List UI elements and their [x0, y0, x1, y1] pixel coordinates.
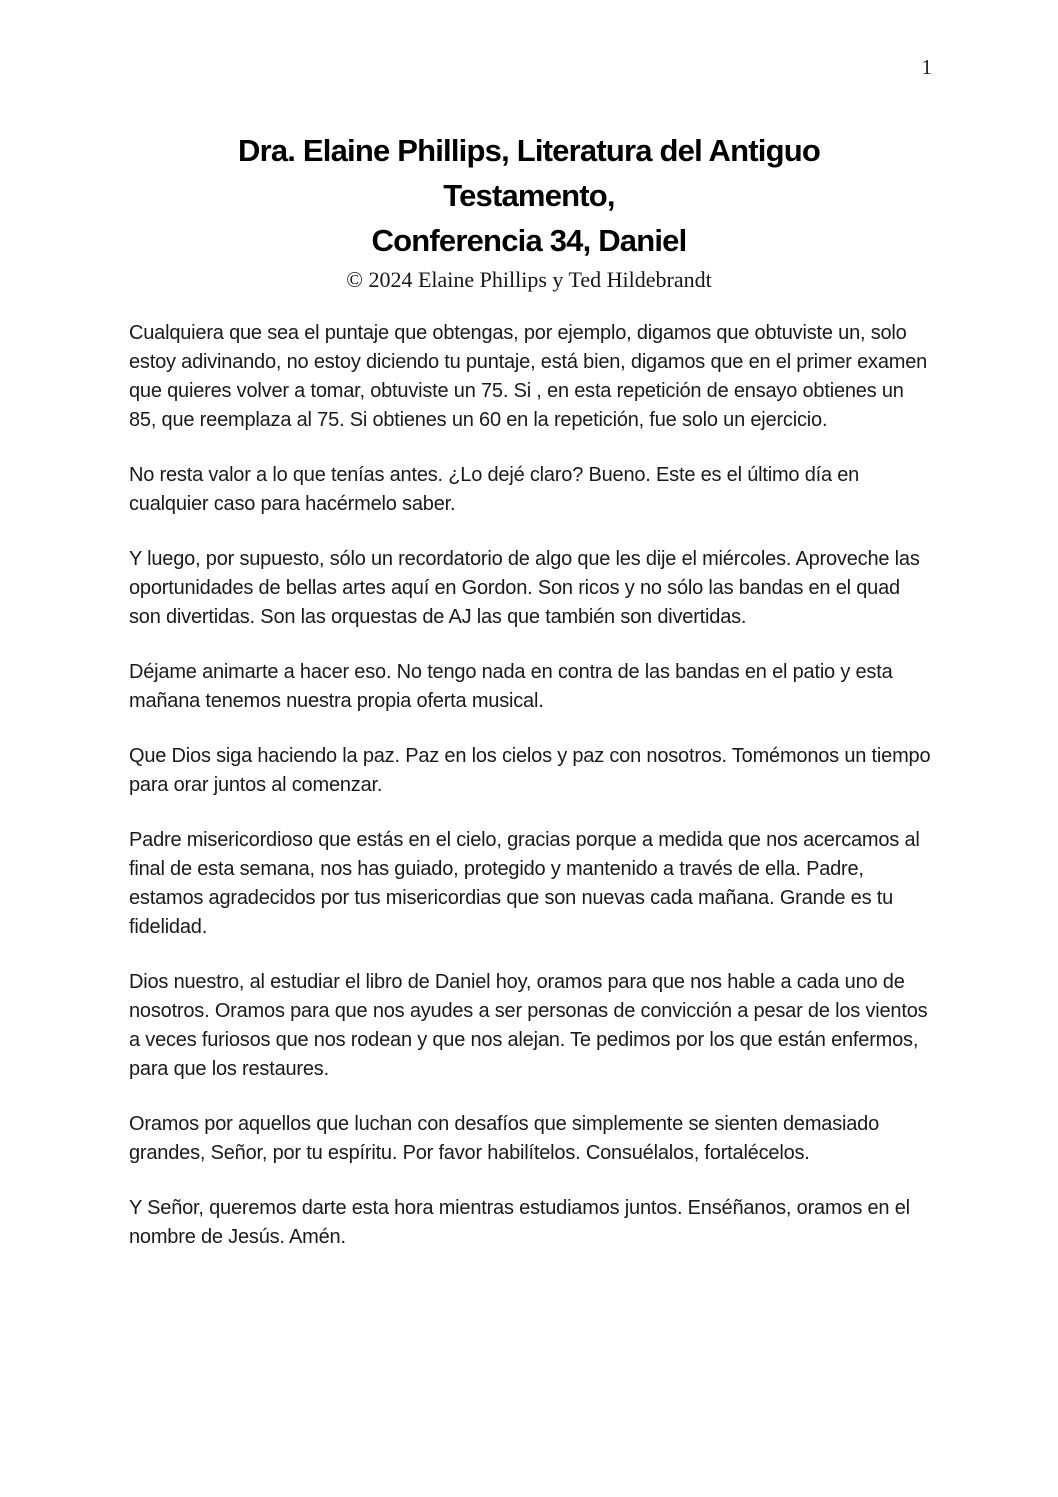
- paragraph: Cualquiera que sea el puntaje que obtengas, por ejemplo, digamos que obtuviste un, solo estoy adivinando, no estoy diciendo tu puntaje, está bien, digamos que en el primer examen que quieres volver a tomar, obtuviste un 75. Si , en esta repetición de ensayo obtienes un 85, que reemplaza al 75. Si obtienes un 60 en la repetición, fue solo un ejercicio.: [129, 322, 928, 431]
- paragraph: Dios nuestro, al estudiar el libro de Daniel hoy, oramos para que nos hable a cada uno de nosotros. Oramos para que nos ayudes a ser personas de convicción a pesar de los vientos a veces furiosos que nos rodean y que nos alejan. Te pedimos por los que están enfermos, para que los restaures.: [129, 971, 928, 1080]
- paragraph: No resta valor a lo que tenías antes. ¿Lo dejé claro? Bueno. Este es el último día en cualquier caso para hacérmelo saber.: [129, 464, 860, 515]
- paragraph: Y Señor, queremos darte esta hora mientras estudiamos juntos. Enséñanos, oramos en el nombre de Jesús. Amén.: [129, 1197, 910, 1248]
- paragraph: Déjame animarte a hacer eso. No tengo nada en contra de las bandas en el patio y esta mañana tenemos nuestra propia oferta musical.: [129, 661, 893, 712]
- title-block: [0, 0, 1058, 295]
- document-body: [129, 319, 934, 1252]
- paragraph: Padre misericordioso que estás en el cielo, gracias porque a medida que nos acercamos al final de esta semana, nos has guiado, protegido y mantenido a través de ella. Padre, estamos agradecidos por tus misericordias que son nuevas cada mañana. Grande es tu fidelidad.: [129, 829, 920, 938]
- paragraph: Oramos por aquellos que luchan con desafíos que simplemente se sienten demasiado grandes, Señor, por tu espíritu. Por favor habilítelos. Consuélalos, fortalécelos.: [129, 1113, 880, 1164]
- document-title-line-2: Testamento,: [443, 178, 615, 213]
- copyright-line: © 2024 Elaine Phillips y Ted Hildebrandt: [346, 267, 712, 292]
- document-title-line-1: Dra. Elaine Phillips, Literatura del Antiguo: [237, 133, 821, 168]
- paragraph: Que Dios siga haciendo la paz. Paz en los cielos y paz con nosotros. Tomémonos un tiempo para orar juntos al comenzar.: [129, 745, 931, 796]
- paragraph: Y luego, por supuesto, sólo un recordatorio de algo que les dije el miércoles. Aproveche las oportunidades de bellas artes aquí en Gordon. Son ricos y no sólo las bandas en el quad son divertidas. Son las orquestas de AJ las que también son divertidas.: [129, 548, 920, 628]
- document-title-line-3: Conferencia 34, Daniel: [371, 223, 687, 258]
- page-number: 1: [921, 55, 932, 79]
